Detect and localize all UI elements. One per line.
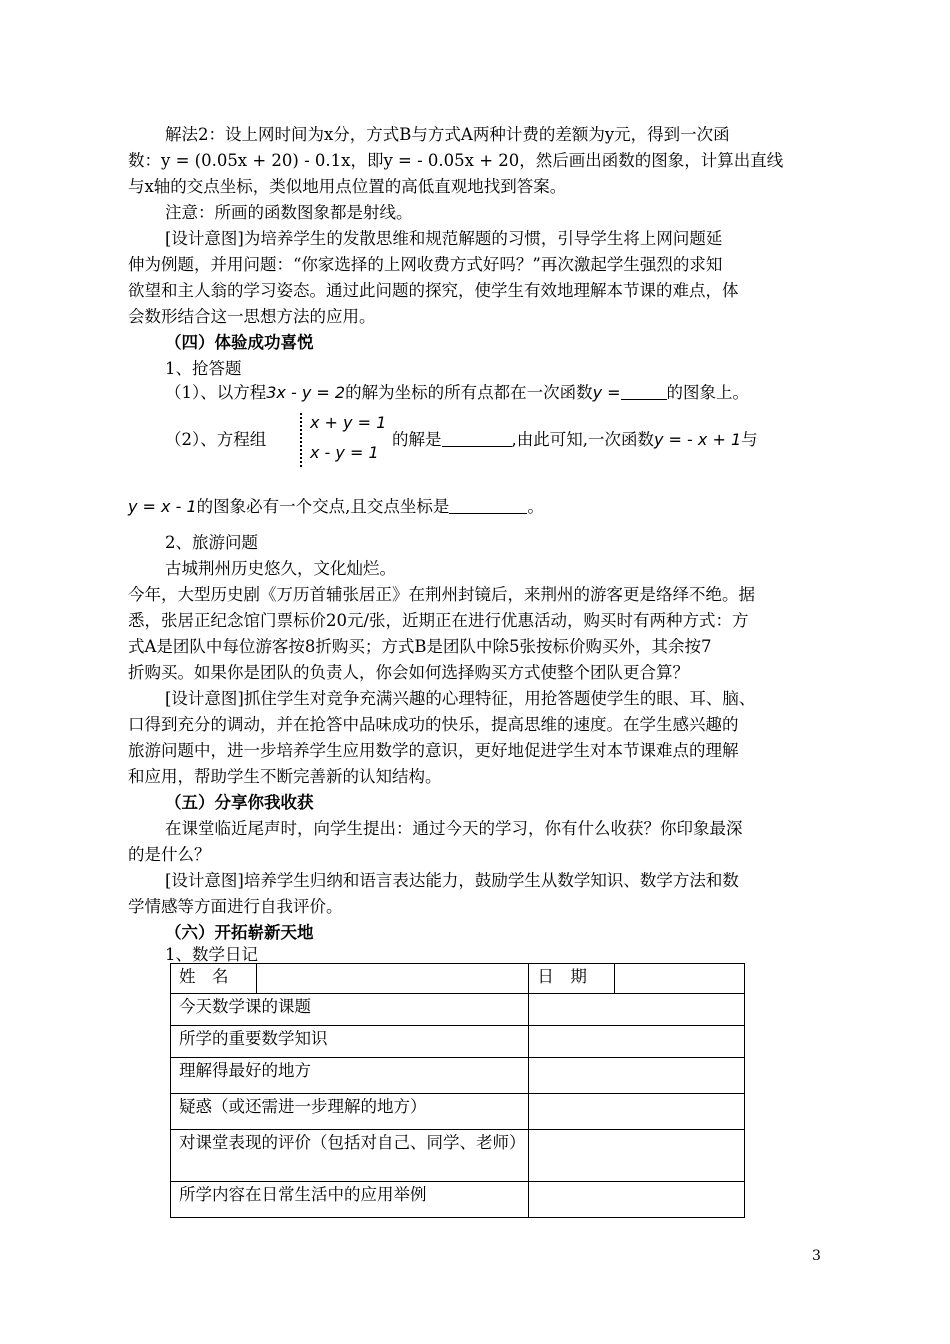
row-value-cell [529,1026,745,1058]
equation-3x-y-2: 3x - y = 2 [266,383,346,402]
row-label-best-understood: 理解得最好的地方 [171,1058,529,1094]
system-brace [300,413,308,467]
row-label-knowledge: 所学的重要数学知识 [171,1026,529,1058]
question-1-text-c: 的图象上。 [666,383,750,402]
table-row [171,1130,745,1182]
design-intent-3-line2: 学情感等方面进行自我评价。 [128,897,343,916]
date-label-cell: 日 期 [529,964,615,994]
question-2-text-c: ,由此可知,一次函数 [511,430,654,449]
page-number: 3 [812,1248,821,1264]
table-row [171,1094,745,1130]
row-label-topic: 今天数学课的课题 [171,994,529,1026]
question-2-rest [392,425,758,455]
table-row [171,1182,745,1218]
function-x-minus-1: y = x - 1 [128,497,197,516]
design-intent-1-line3: 欲望和主人翁的学习姿态。通过此问题的探究，使学生有效地理解本节课的难点，体 [128,281,739,300]
table-row-name-date [171,964,745,994]
function-neg-x-plus-1: y = - x + 1 [654,430,742,449]
travel-problem-line3: 式A是团队中每位游客按8折购买；方式B是团队中除5张按标价购买外，其余按7 [128,637,712,656]
design-intent-3-line1: [设计意图]培养学生归纳和语言表达能力，鼓励学生从数学知识、数学方法和数 [165,871,739,890]
design-intent-1-line1: [设计意图]为培养学生的发散思维和规范解题的习惯，引导学生将上网问题延 [165,229,723,248]
travel-problem-line1: 今年，大型历史剧《万历首辅张居正》在荆州封镜后，来荆州的游客更是络绎不绝。据 [128,585,755,604]
math-diary-title: 1、数学日记 [165,945,258,964]
answer-blank-1 [621,381,667,400]
summary-question-line1: 在课堂临近尾声时，向学生提出：通过今天的学习，你有什么收获？你印象最深 [165,819,743,838]
paragraph-solution2-line1: 解法2：设上网时间为x分，方式B与方式A两种计费的差额为y元，得到一次函 [165,125,730,144]
paragraph-solution2-line2: 数：y = (0.05x + 20) - 0.1x，即y = - 0.05x + 20，然后画出函数的图象，计算出直线 [128,151,784,170]
function-y-equals: y = [592,383,621,402]
row-value-cell [529,1094,745,1130]
table-row [171,1058,745,1094]
travel-intro: 古城荆州历史悠久，文化灿烂。 [165,559,396,578]
answer-blank-2 [442,428,512,447]
row-label-evaluation: 对课堂表现的评价（包括对自己、同学、老师） [171,1130,529,1182]
travel-problem-line2: 悉，张居正纪念馆门票标价20元/张，近期正在进行优惠活动，购买时有两种方式：方 [128,611,749,630]
table-row [171,994,745,1026]
table-row [171,1026,745,1058]
question-2-text-end: 。 [527,497,544,516]
design-intent-2-line3: 旅游问题中，进一步培养学生应用数学的意识，更好地促进学生对本节课难点的理解 [128,741,739,760]
row-label-doubts: 疑惑（或还需进一步理解的地方） [171,1094,529,1130]
design-intent-2-line1: [设计意图]抓住学生对竞争充满兴趣的心理特征，用抢答题使学生的眼、耳、脑、 [165,689,756,708]
travel-problem-title: 2、旅游问题 [165,533,258,552]
row-value-cell [529,994,745,1026]
question-2-text-d: 与 [741,430,758,449]
date-value-cell [615,964,745,994]
question-1-text-a: （1）、以方程 [165,383,267,402]
design-intent-1-line4: 会数形结合这一思想方法的应用。 [128,307,376,326]
math-diary-table [170,963,745,1218]
question-2-text-b: 的解是 [392,430,442,449]
design-intent-2-line2: 口得到充分的调动，并在抢答中品味成功的快乐，提高思维的速度。在学生感兴趣的 [128,715,739,734]
answer-blank-3 [449,495,527,514]
paragraph-note: 注意：所画的函数图象都是射线。 [165,203,413,222]
travel-problem-line4: 折购买。如果你是团队的负责人，你会如何选择购买方式使整个团队更合算？ [128,663,689,682]
design-intent-2-line4: 和应用，帮助学生不断完善新的认知结构。 [128,767,442,786]
system-equation-1: x + y = 1 [310,413,387,432]
question-1 [165,378,749,408]
section-heading-6: （六）开拓崭新天地 [165,923,314,942]
quick-answer-title: 1、抢答题 [165,359,242,378]
row-label-daily-application: 所学内容在日常生活中的应用举例 [171,1182,529,1218]
summary-question-line2: 的是什么？ [128,845,211,864]
section-heading-5: （五）分享你我收获 [165,793,314,812]
question-2-line2 [128,492,544,522]
question-2-label: （2）、方程组 [165,430,267,449]
row-value-cell [529,1130,745,1182]
row-value-cell [529,1058,745,1094]
paragraph-solution2-line3: 与x轴的交点坐标，类似地用点位置的高低直观地找到答案。 [128,177,567,196]
name-label-cell: 姓 名 [171,964,257,994]
name-value-cell [256,964,528,994]
section-heading-4: （四）体验成功喜悦 [165,333,314,352]
question-1-text-b: 的解为坐标的所有点都在一次函数 [345,383,593,402]
row-value-cell [529,1182,745,1218]
system-equation-2: x - y = 1 [310,443,379,462]
design-intent-1-line2: 伸为例题，并用问题：“你家选择的上网收费方式好吗？”再次激起学生强烈的求知 [128,255,723,274]
question-2-text-e: 的图象必有一个交点,且交点坐标是 [196,497,450,516]
